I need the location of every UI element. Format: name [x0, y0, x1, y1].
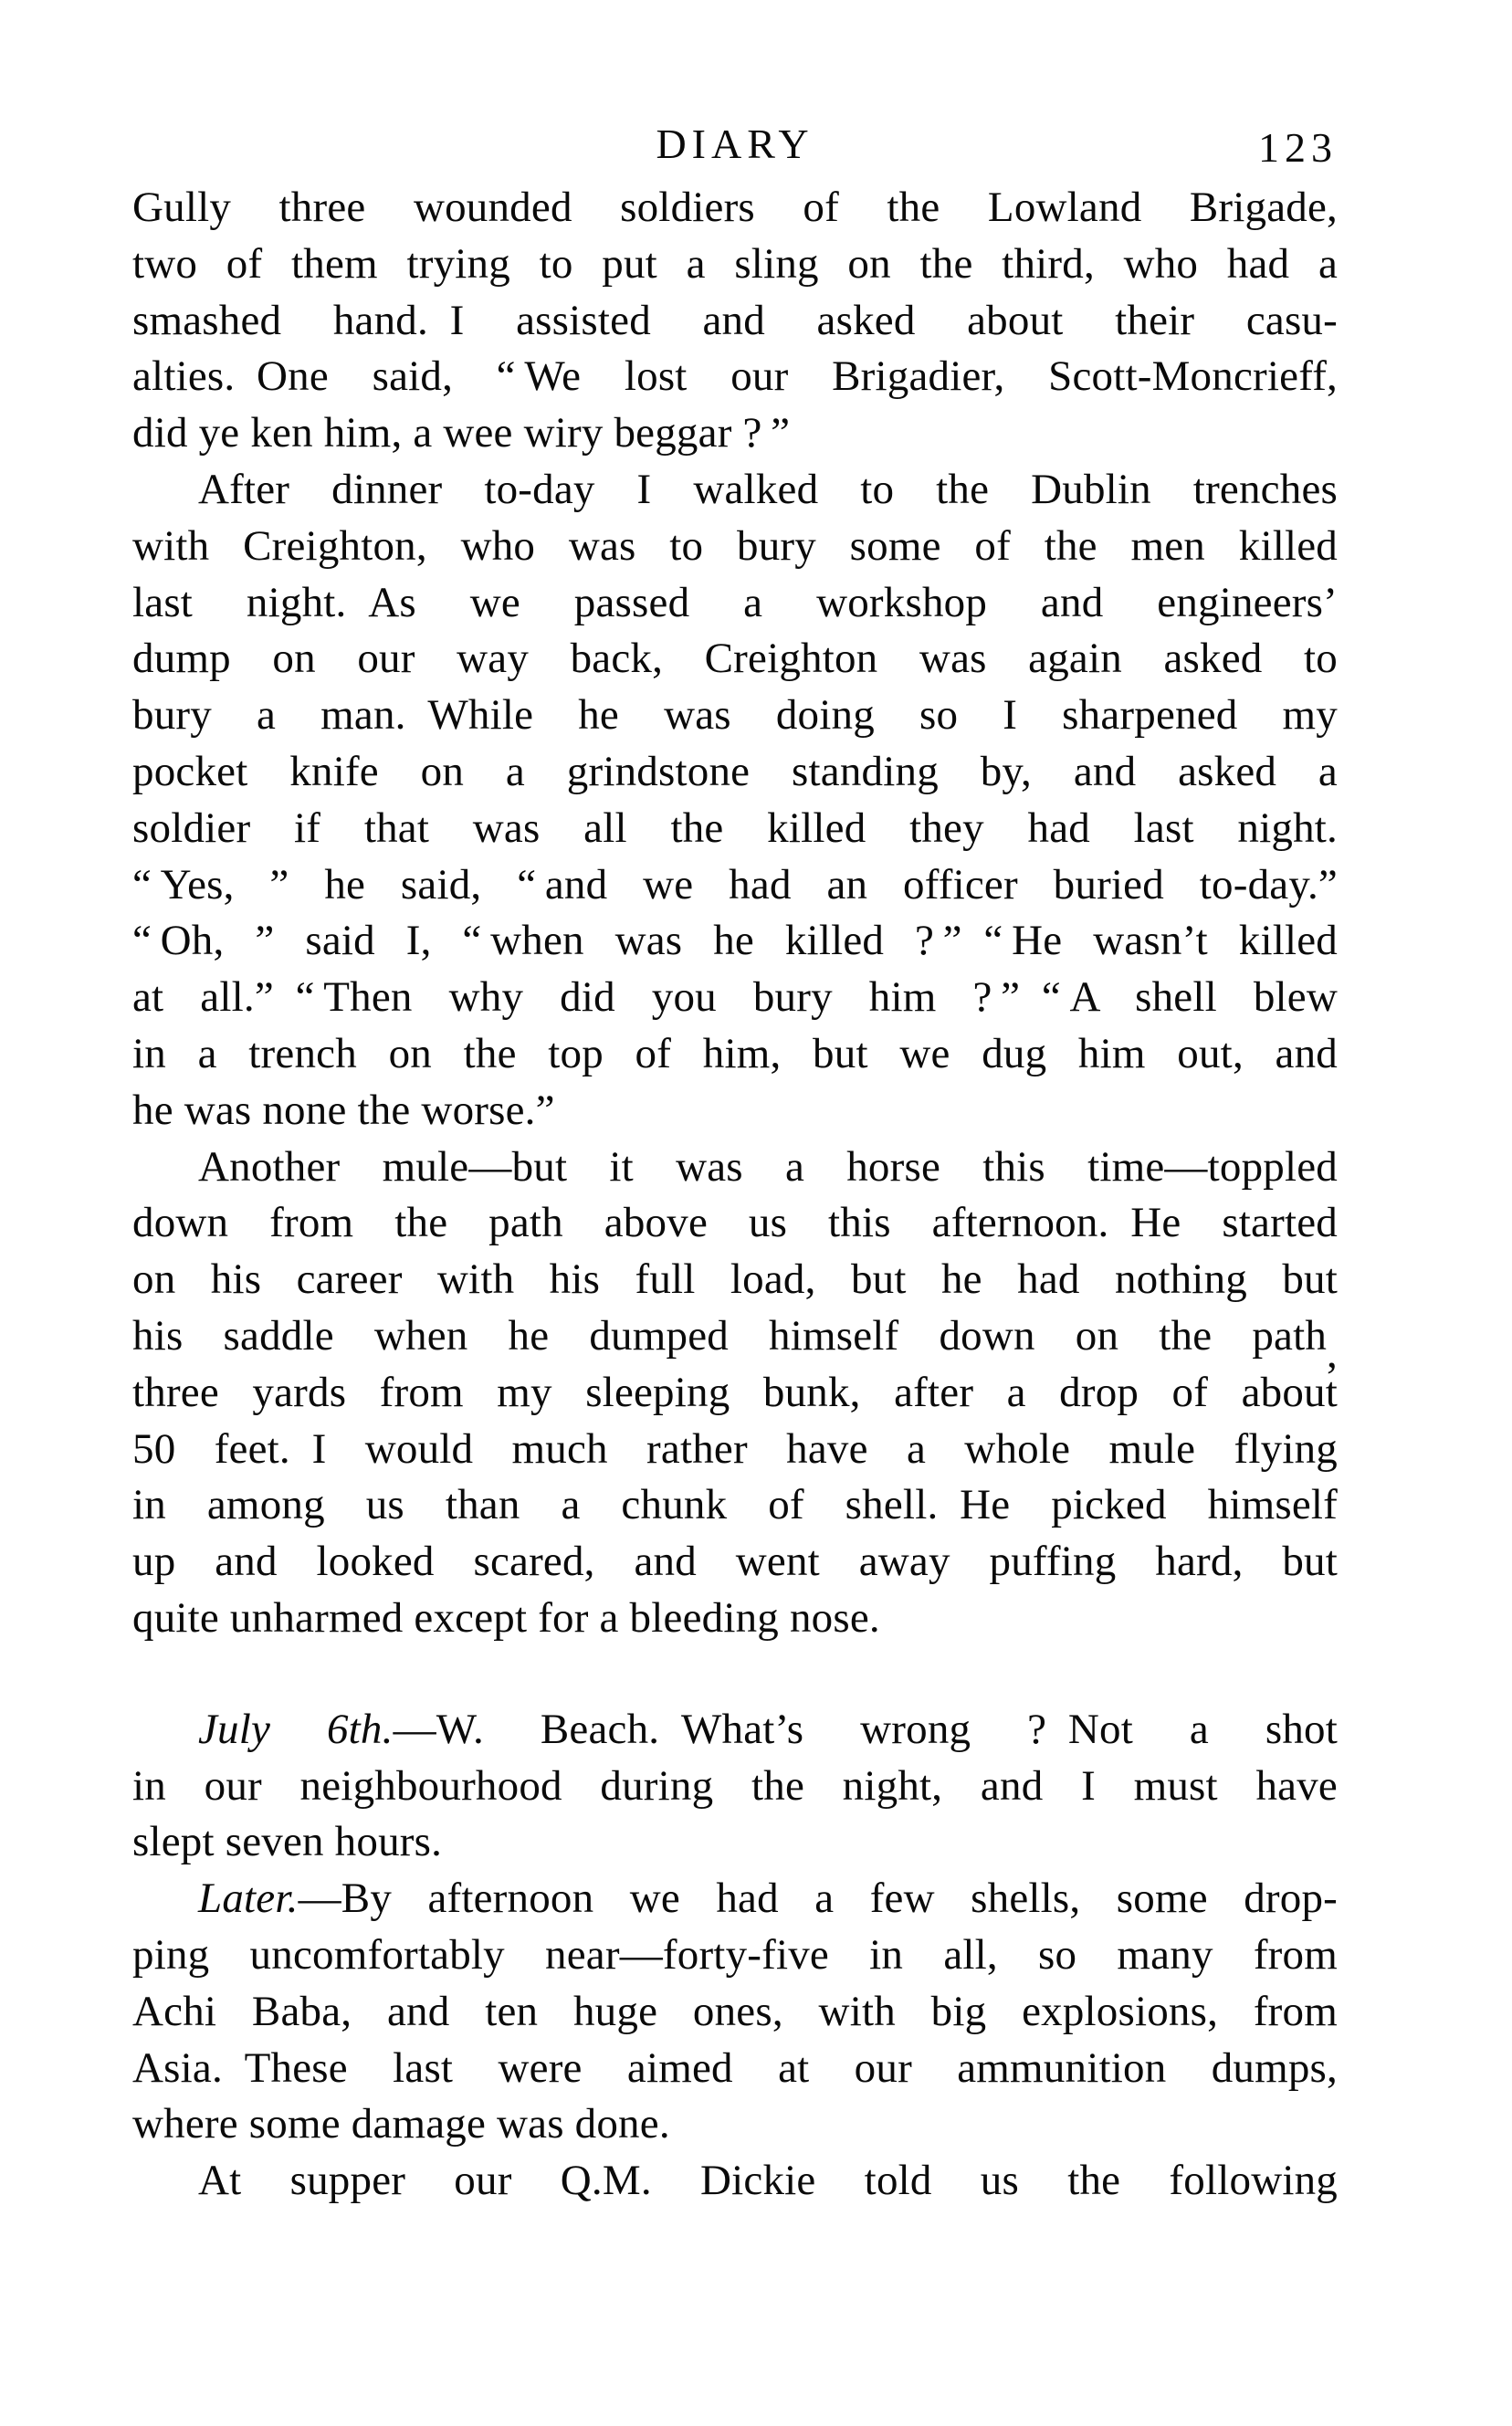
text-segment: up and looked scared, and went away puffing hard, but — [132, 1538, 1338, 1586]
running-header — [132, 115, 1338, 173]
text-segment: quite unharmed except for a bleeding nose. — [132, 1593, 880, 1642]
text-segment: dump on our way back, Creighton was again asked to — [132, 635, 1338, 683]
text-line — [132, 1702, 1338, 1759]
text-line — [132, 236, 1338, 293]
text-line — [132, 293, 1338, 350]
text-line — [132, 631, 1338, 688]
text-line — [132, 857, 1338, 914]
text-segment: pocket knife on a grindstone standing by, and asked a — [132, 747, 1338, 795]
text-segment: Another mule—but it was a horse this time—toppled — [198, 1142, 1338, 1191]
text-line — [132, 519, 1338, 575]
text-segment: alties. One said, “ We lost our Brigadier, Scott-Moncrieff, — [132, 352, 1338, 401]
page-number: 123 — [1258, 124, 1338, 171]
text-line — [132, 462, 1338, 519]
text-line — [132, 1252, 1338, 1308]
text-line — [132, 1871, 1338, 1927]
text-segment: 50 feet. I would much rather have a whole mule flying — [132, 1424, 1338, 1473]
text-line — [132, 1814, 1338, 1871]
text-segment: soldier if that was all the killed they had last night. — [132, 803, 1338, 852]
text-segment: two of them trying to put a sling on the third, who had a — [132, 239, 1338, 288]
text-line — [132, 180, 1338, 236]
text-line — [132, 1195, 1338, 1252]
text-segment: —By afternoon we had a few shells, some drop- — [298, 1875, 1338, 1923]
text-segment: —W. Beach. What’s wrong ? Not a shot — [393, 1705, 1338, 1753]
text-segment: After dinner to-day I walked to the Dublin trenches — [198, 465, 1338, 513]
text-segment: in our neighbourhood during the night, and I must have — [132, 1761, 1338, 1810]
paragraph — [132, 1871, 1338, 2153]
text-segment: down from the path above us this afternoon. He started — [132, 1199, 1338, 1247]
text-segment: in among us than a chunk of shell. He picked himself — [132, 1481, 1338, 1529]
italic-date-text: Later. — [198, 1875, 299, 1923]
paragraph — [132, 180, 1338, 462]
text-segment: Asia. These last were aimed at our ammunition dumps, — [132, 2043, 1338, 2092]
text-segment: bury a man. While he was doing so I sharpened my — [132, 691, 1338, 740]
text-line — [132, 744, 1338, 801]
text-line — [132, 2041, 1338, 2097]
text-line — [132, 1026, 1338, 1083]
text-line — [132, 2153, 1338, 2210]
text-line — [132, 1139, 1338, 1196]
paragraph — [132, 1139, 1338, 1647]
text-segment: three yards from my sleeping bunk, after a drop of about — [132, 1368, 1338, 1416]
italic-date-text: July 6th. — [198, 1705, 394, 1753]
text-segment: smashed hand. I assisted and asked about their casu- — [132, 296, 1338, 344]
text-segment: At supper our Q.M. Dickie told us the following — [198, 2157, 1338, 2205]
text-line — [132, 688, 1338, 744]
text-segment: last night. As we passed a workshop and engineers’ — [132, 578, 1338, 626]
paragraph — [132, 462, 1338, 1139]
text-segment: with Creighton, who was to bury some of the men killed — [132, 521, 1338, 570]
text-line — [132, 1534, 1338, 1591]
text-segment: “ Oh, ” said I, “ when was he killed ? ” “ He wasn’t killed — [132, 917, 1338, 965]
text-line — [132, 913, 1338, 970]
text-segment: he was none the worse.” — [132, 1086, 555, 1134]
text-line — [132, 1422, 1338, 1478]
text-line — [132, 1591, 1338, 1647]
text-line — [132, 405, 1338, 462]
text-segment: “ Yes, ” he said, “ and we had an officer buried to-day.” — [132, 860, 1338, 908]
text-line — [132, 970, 1338, 1026]
text-segment: did ye ken him, a wee wiry beggar ? ” — [132, 409, 791, 457]
text-line — [132, 575, 1338, 632]
text-segment: ping uncomfortably near—forty-five in all, so many from — [132, 1930, 1338, 1979]
text-line — [132, 1308, 1338, 1378]
text-segment: at all.” “ Then why did you bury him ? ” “ A shell blew — [132, 973, 1338, 1022]
text-segment: slept seven hours. — [132, 1818, 443, 1866]
text-segment: where some damage was done. — [132, 2100, 670, 2148]
text-line — [132, 2096, 1338, 2153]
running-header-title: DIARY — [656, 121, 814, 167]
text-line — [132, 801, 1338, 857]
text-segment: in a trench on the top of him, but we dug him out, and — [132, 1029, 1338, 1077]
paragraph — [132, 1702, 1338, 1871]
paragraph — [132, 2153, 1338, 2210]
text-line — [132, 1759, 1338, 1815]
text-segment: on his career with his full load, but he had nothing but — [132, 1255, 1338, 1304]
text-line — [132, 1477, 1338, 1534]
dropped-comma: , — [1327, 1329, 1338, 1378]
text-line — [132, 1927, 1338, 1984]
text-line — [132, 349, 1338, 405]
text-segment: his saddle when he dumped himself down on the path — [132, 1311, 1328, 1360]
text-line — [132, 1984, 1338, 2041]
text-segment: Gully three wounded soldiers of the Lowland Brigade, — [132, 184, 1338, 231]
page-text — [132, 180, 1338, 2210]
text-segment: Achi Baba, and ten huge ones, with big explosions, from — [132, 1987, 1338, 2035]
text-line — [132, 1083, 1338, 1139]
text-line — [132, 1365, 1338, 1422]
